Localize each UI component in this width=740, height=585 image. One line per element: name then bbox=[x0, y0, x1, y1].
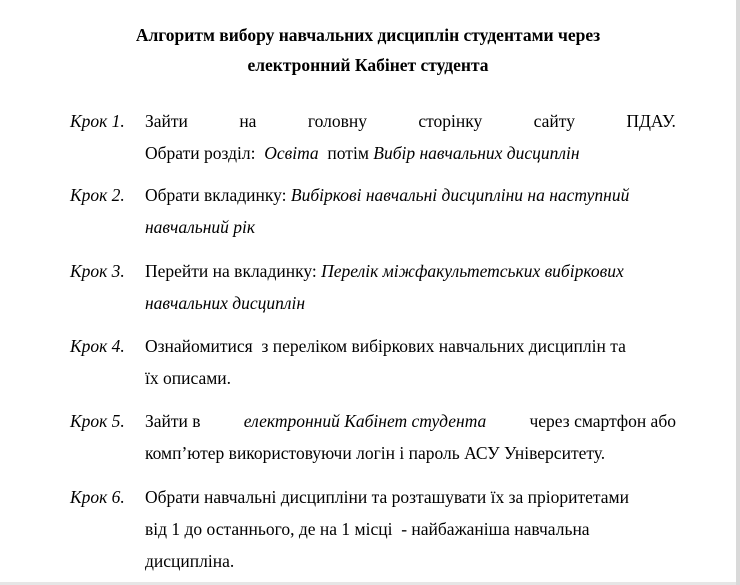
step-line bbox=[145, 137, 676, 169]
step-word: Зайти bbox=[145, 111, 188, 131]
step-line: їх описами. bbox=[145, 368, 232, 388]
step-italic-part: навчальних дисциплін bbox=[145, 293, 306, 313]
step-line bbox=[145, 287, 676, 319]
step-line bbox=[145, 255, 676, 287]
step-text-part: Обрати розділ: bbox=[145, 143, 265, 163]
step-italic-part: Перелік міжфакультетських вибіркових bbox=[321, 261, 624, 281]
step-text bbox=[145, 330, 676, 394]
step-italic-part: електронний Кабінет студента bbox=[243, 411, 487, 431]
step-text bbox=[145, 481, 676, 577]
title-line-2: електронний Кабінет студента bbox=[247, 55, 489, 75]
step-text bbox=[145, 405, 676, 469]
step-line: дисципліна. bbox=[145, 551, 235, 571]
page-side-edge bbox=[736, 0, 740, 585]
step-text-part: Зайти в bbox=[145, 411, 205, 431]
step-label: Крок 5. bbox=[70, 411, 125, 431]
step-label: Крок 6. bbox=[70, 487, 125, 507]
step-italic-part: Вибір навчальних дисциплін bbox=[373, 143, 580, 163]
step-word: ПДАУ. bbox=[626, 111, 676, 131]
step-text bbox=[145, 105, 676, 169]
step-line bbox=[145, 405, 676, 437]
step-line bbox=[145, 211, 676, 243]
step-italic-part: Освіта bbox=[264, 143, 319, 163]
step-text-part: Обрати вкладинку: bbox=[145, 185, 291, 205]
step-word: сторінку bbox=[418, 111, 483, 131]
step-text bbox=[145, 179, 676, 243]
title-line-1: Алгоритм вибору навчальних дисциплін студентами через bbox=[135, 25, 601, 45]
step-text-part: Перейти на вкладинку: bbox=[145, 261, 322, 281]
step-italic-part: навчальний рік bbox=[145, 217, 256, 237]
step-italic-part: Вибіркові навчальні дисципліни на наступний bbox=[290, 185, 630, 205]
step-word: головну bbox=[307, 111, 367, 131]
step-label: Крок 3. bbox=[70, 261, 125, 281]
step-text bbox=[145, 255, 676, 319]
step-line bbox=[145, 105, 676, 137]
step-line: від 1 до останнього, де на 1 місці - найбажаніша навчальна bbox=[145, 519, 590, 539]
step-label: Крок 1. bbox=[70, 111, 125, 131]
step-word: сайту bbox=[533, 111, 575, 131]
page-title bbox=[0, 20, 736, 80]
step-line: комп’ютер використовуючи логін і пароль АСУ Університету. bbox=[145, 443, 606, 463]
step-line: Ознайомитися з переліком вибіркових навчальних дисциплін та bbox=[145, 336, 626, 356]
step-line bbox=[145, 179, 676, 211]
step-label: Крок 2. bbox=[70, 185, 125, 205]
step-label: Крок 4. bbox=[70, 336, 125, 356]
step-word: на bbox=[239, 111, 257, 131]
step-line: Обрати навчальні дисципліни та розташувати їх за пріоритетами bbox=[145, 487, 629, 507]
step-text-part: через смартфон або bbox=[525, 411, 676, 431]
step-text-part: потім bbox=[318, 143, 374, 163]
